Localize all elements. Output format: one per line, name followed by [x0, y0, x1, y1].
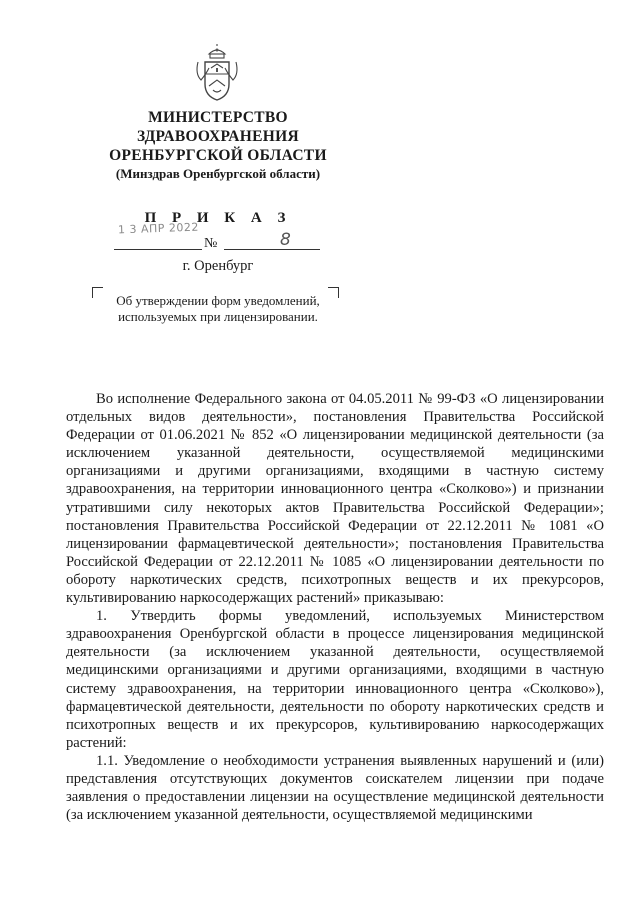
ministry-short-name: (Минздрав Оренбургской области) — [115, 166, 321, 181]
subject-line-1: Об утверждении форм уведомлений, — [116, 293, 320, 308]
ministry-name-line-2: ЗДРАВООХРАНЕНИЯ — [137, 128, 299, 145]
order-title: П Р И К А З — [144, 210, 292, 226]
order-subject — [100, 293, 336, 325]
order-number: 8 — [280, 230, 291, 250]
coat-of-arms-emblem — [192, 44, 242, 106]
number-sign: № — [204, 236, 218, 251]
date-underline — [114, 249, 202, 250]
city-label: г. Оренбург — [182, 258, 254, 274]
clause-1-1-paragraph: 1.1. Уведомление о необходимости устранения выявленных нарушений и (или) представления отсутствующих документов соискателем лицензии при подаче заявления о предоставлении лицензии на осуществление медицинской деятельности (за исключением указанной деятельности, осуществляемой медицинскими — [66, 752, 604, 824]
date-stamp: 1 3 АПР 2022 — [117, 220, 200, 237]
ministry-name-line-3: ОРЕНБУРГСКОЙ ОБЛАСТИ — [109, 147, 327, 164]
subject-line-2: используемых при лицензировании. — [118, 309, 318, 324]
clause-1-paragraph: 1. Утвердить формы уведомлений, используемых Министерством здравоохранения Оренбургской области в процессе лицензирования медицинской деятельности (за исключением указанной деятельности, осуществляемой медицинскими организациями и другими организациями, входящими в частную систему здравоохранения, на территории инновационного центра «Сколково»), фармацевтической деятельности, деятельности по обороту наркотических средств и психотропных веществ и их прекурсоров, культивированию наркосодержащих растений: — [66, 608, 604, 751]
order-body — [66, 390, 604, 824]
number-underline — [224, 249, 320, 250]
preamble-paragraph: Во исполнение Федерального закона от 04.05.2011 № 99-ФЗ «О лицензировании отдельных видов деятельности», постановления Правительства Российской Федерации от 01.06.2021 № 852 «О лицензировании медицинской деятельности (за исключением указанной деятельности, осуществляемой медицинскими организациями и другими организациями, входящими в частную систему здравоохранения, на территории инновационного центра «Сколково») и признании утратившими силу некоторых актов Правительства Российской Федерации»; постановления Правительства Российской Федерации от 22.12.2011 № 1081 «О лицензировании фармацевтической деятельности»; постановления Правительства Российской Федерации от 22.12.2011 № 1085 «О лицензировании деятельности по обороту наркотических средств, психотропных веществ и их прекурсоров, культивированию наркосодержащих растений» приказываю: — [66, 391, 604, 607]
ministry-name-line-1: МИНИСТЕРСТВО — [148, 109, 288, 126]
